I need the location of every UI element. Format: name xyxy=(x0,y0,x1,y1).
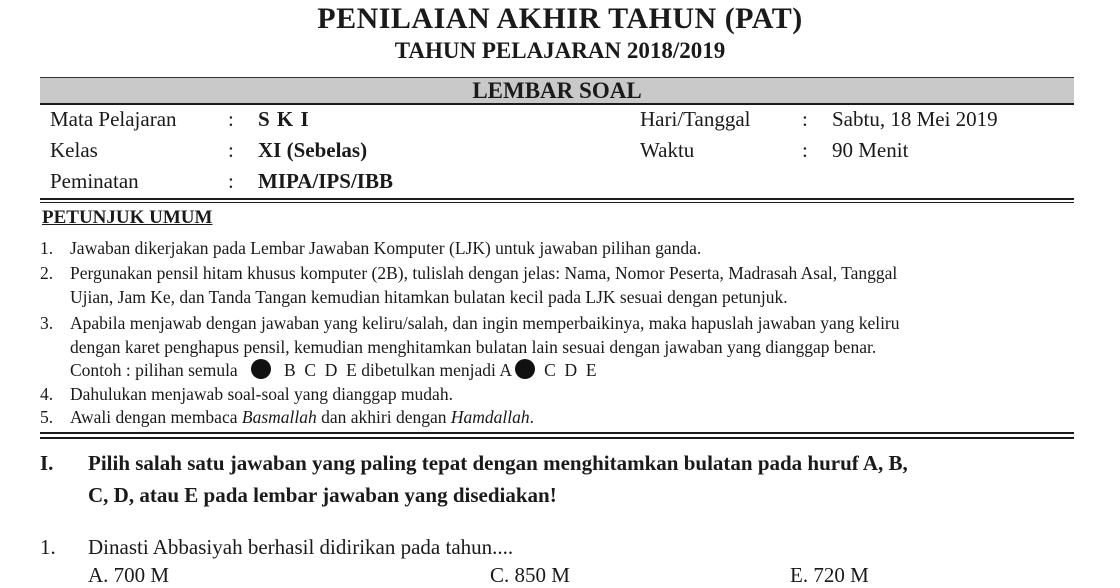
instruction-italic: Basmallah xyxy=(241,407,317,427)
time-label: Waktu xyxy=(640,138,695,162)
academic-year: TAHUN PELAJARAN 2018/2019 xyxy=(394,38,726,63)
divider xyxy=(40,437,1074,439)
major-value: MIPA/IPS/IBB xyxy=(258,169,393,193)
subject-label: Mata Pelajaran xyxy=(50,107,177,131)
day-value: Sabtu, 18 Mei 2019 xyxy=(832,107,998,131)
filled-bubble-icon xyxy=(515,359,535,379)
instruction-number: 5. xyxy=(40,407,54,427)
subject-value: S K I xyxy=(258,107,310,131)
instruction-item xyxy=(40,382,1074,406)
instruction-continuation: Ujian, Jam Ke, dan Tanda Tangan kemudian hitamkan bulatan kecil pada LJK sesuai dengan petunjuk. xyxy=(70,287,788,307)
answer-option: C. 850 M xyxy=(490,563,570,587)
instruction-text: . xyxy=(529,407,534,427)
answer-option: E. 720 M xyxy=(790,563,869,587)
instruction-item xyxy=(40,311,1074,335)
instruction-text: Dahulukan menjawab soal-soal yang dianggap mudah. xyxy=(70,384,453,404)
section-instruction: C, D, atau E pada lembar jawaban yang disediakan! xyxy=(88,483,557,507)
instruction-text: Awali dengan membaca xyxy=(70,407,242,427)
instruction-item xyxy=(40,236,1074,260)
instruction-italic: Hamdallah xyxy=(450,407,530,427)
divider xyxy=(40,198,1074,200)
section-instruction: Pilih salah satu jawaban yang paling tepat dengan menghitamkan bulatan pada huruf A, B, xyxy=(88,451,908,475)
sheet-label: LEMBAR SOAL xyxy=(472,78,642,103)
instruction-number: 3. xyxy=(40,313,54,333)
colon: : xyxy=(228,169,234,193)
instruction-text: Jawaban dikerjakan pada Lembar Jawaban Komputer (LJK) untuk jawaban pilihan ganda. xyxy=(70,238,702,258)
example-original-rest: B C D E xyxy=(283,360,357,380)
example-prefix: Contoh : pilihan semula xyxy=(70,360,238,380)
time-value: 90 Menit xyxy=(832,138,909,162)
instruction-text: dan akhiri dengan xyxy=(316,407,451,427)
instruction-text: Apabila menjawab dengan jawaban yang keliru/salah, dan ingin memperbaikinya, maka hapuslah jawaban yang keliru xyxy=(70,313,900,333)
filled-bubble-icon xyxy=(251,359,271,379)
answer-option: A. 700 M xyxy=(88,563,170,587)
example-middle: dibetulkan menjadi xyxy=(361,360,496,380)
sheet-label-band xyxy=(40,77,1074,105)
major-label: Peminatan xyxy=(50,169,139,193)
instruction-item xyxy=(40,405,1074,429)
instructions-title: PETUNJUK UMUM xyxy=(42,207,213,228)
day-label: Hari/Tanggal xyxy=(640,107,751,131)
example-corrected-rest: C D E xyxy=(544,360,597,380)
question-number: 1. xyxy=(40,535,56,559)
instruction-text: Pergunakan pensil hitam khusus komputer (2B), tulislah dengan jelas: Nama, Nomor Peserta, Madrasah Asal, Tanggal xyxy=(70,263,898,283)
instruction-number: 4. xyxy=(40,384,54,404)
instruction-number: 2. xyxy=(40,263,54,283)
colon: : xyxy=(228,107,234,131)
colon: : xyxy=(802,107,808,131)
example-corrected-first: A xyxy=(499,360,511,380)
class-value: XI (Sebelas) xyxy=(258,138,368,162)
instruction-continuation: dengan karet penghapus pensil, kemudian menghitamkan bulatan lain sesuai dengan jawaban yang dianggap benar. xyxy=(70,337,877,357)
question-text: Dinasti Abbasiyah berhasil didirikan pada tahun.... xyxy=(88,535,514,559)
class-label: Kelas xyxy=(50,138,98,162)
correction-example xyxy=(70,358,1104,382)
instruction-number: 1. xyxy=(40,238,54,258)
colon: : xyxy=(802,138,808,162)
instruction-item xyxy=(40,261,1074,285)
divider xyxy=(40,432,1074,434)
colon: : xyxy=(228,138,234,162)
exam-title: PENILAIAN AKHIR TAHUN (PAT) xyxy=(317,2,803,35)
section-number: I. xyxy=(40,451,54,475)
divider xyxy=(40,202,1074,203)
